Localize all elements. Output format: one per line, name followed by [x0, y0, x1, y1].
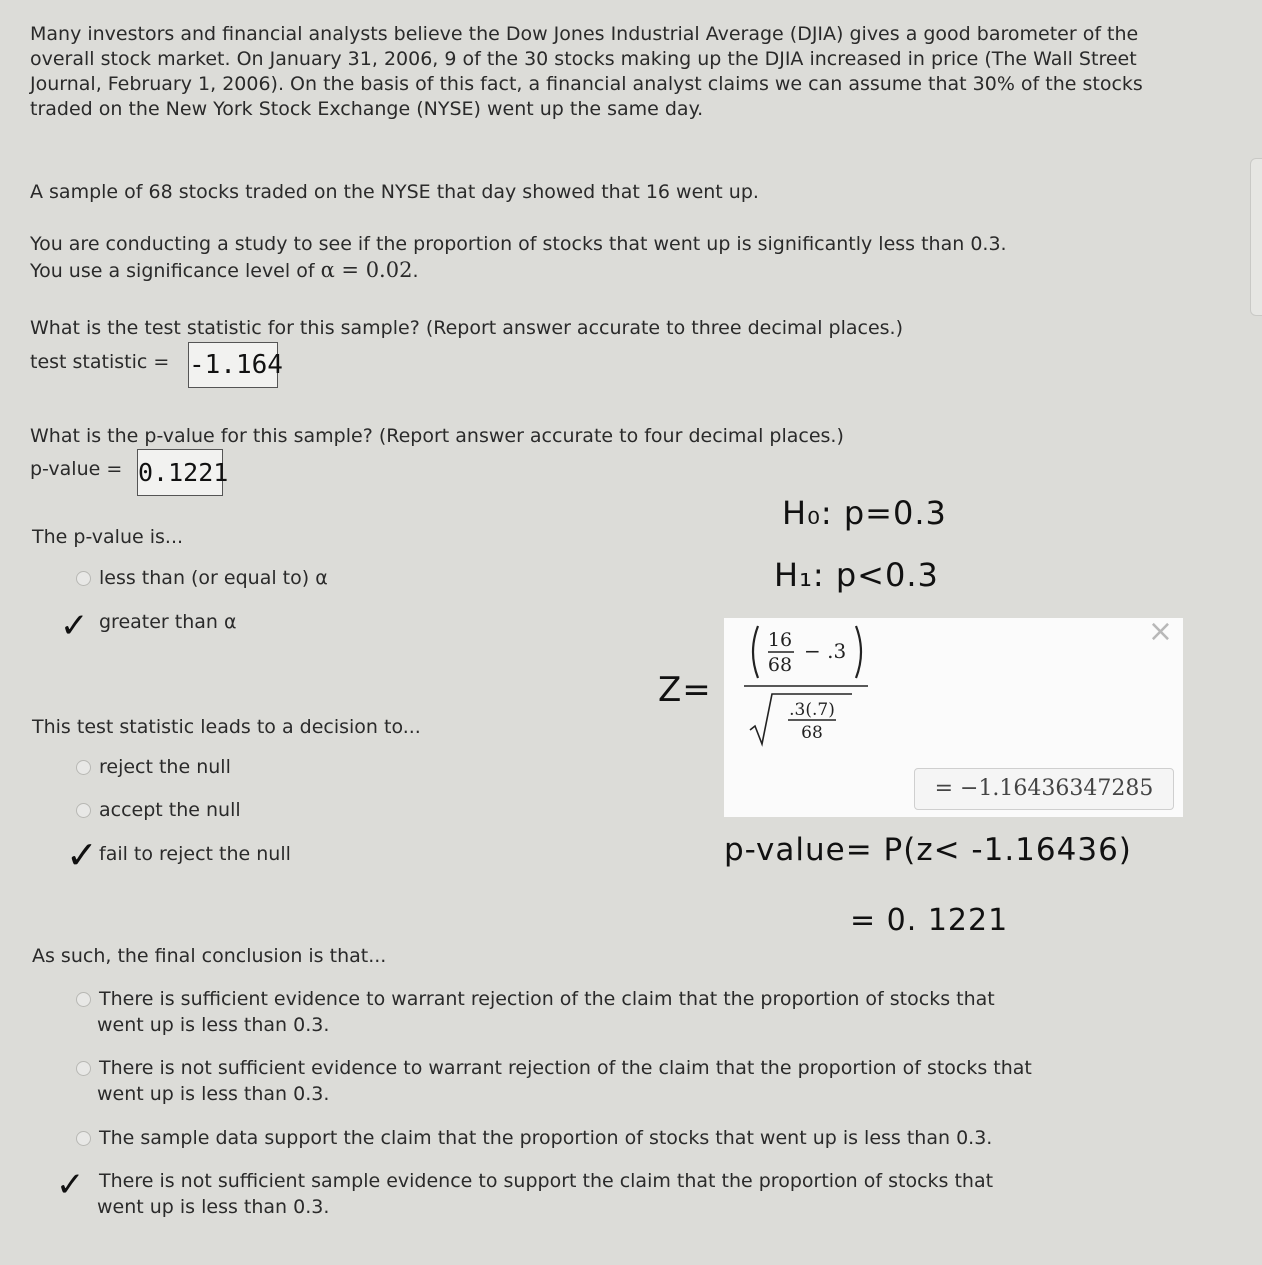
radio-conclusion-1[interactable]: [76, 992, 91, 1007]
check-mark-icon: ✓: [60, 606, 89, 646]
conclusion-option-2-line1: There is not sufficient evidence to warrant rejection of the claim that the proportion of stocks that: [99, 1057, 1032, 1079]
conclusion-option-1[interactable]: [76, 986, 995, 1038]
test-statistic-input[interactable]: -1.164: [188, 342, 278, 388]
option-accept-null-label: accept the null: [99, 799, 241, 821]
p-value-question: What is the p-value for this sample? (Report answer accurate to four decimal places.): [30, 425, 844, 447]
numerator-minus: − .3: [804, 639, 847, 663]
hypothesis-alternative: H₁: p<0.3: [774, 556, 939, 594]
conclusion-option-2[interactable]: [76, 1055, 1032, 1107]
hypothesis-null: H₀: p=0.3: [782, 494, 947, 532]
numerator-right-paren: [856, 626, 861, 678]
denominator-top: .3(.7): [789, 700, 835, 720]
option-accept-null[interactable]: [76, 799, 241, 821]
option-fail-to-reject-null[interactable]: [76, 843, 291, 865]
numerator-fraction-top: 16: [767, 629, 793, 651]
check-mark-icon: ✓: [56, 1165, 85, 1205]
study-line-1: You are conducting a study to see if the proportion of stocks that went up is significantly less than 0.3.: [30, 233, 1007, 255]
check-mark-icon: ✓: [66, 833, 98, 877]
calculator-result: = −1.16436347285: [914, 768, 1174, 810]
option-fail-to-reject-null-label: fail to reject the null: [99, 843, 291, 865]
option-reject-null-label: reject the null: [99, 756, 231, 778]
radio-reject-null[interactable]: [76, 760, 91, 775]
close-icon[interactable]: ×: [1147, 614, 1173, 649]
conclusion-question: As such, the final conclusion is that...: [32, 945, 387, 967]
study-line-2-prefix: You use a significance level of: [30, 260, 315, 282]
conclusion-option-4[interactable]: [76, 1168, 993, 1220]
option-less-than-alpha[interactable]: [76, 567, 328, 589]
study-line-2-suffix: .: [412, 260, 419, 282]
z-label: Z=: [658, 670, 712, 710]
conclusion-option-3[interactable]: [76, 1125, 992, 1151]
option-less-than-alpha-label: less than (or equal to) α: [99, 567, 328, 589]
option-reject-null[interactable]: [76, 756, 231, 778]
z-formula: [738, 620, 918, 760]
p-value-input[interactable]: 0.1221: [137, 449, 223, 496]
p-value-result: = 0. 1221: [850, 903, 1009, 938]
numerator-fraction-bottom: 68: [767, 654, 793, 676]
conclusion-option-1-line2: went up is less than 0.3.: [97, 1014, 330, 1036]
study-line-2: [30, 257, 419, 284]
radio-conclusion-2[interactable]: [76, 1061, 91, 1076]
calculator-panel: [724, 614, 1183, 817]
p-value-label: p-value =: [30, 458, 123, 480]
radio-accept-null[interactable]: [76, 803, 91, 818]
option-greater-than-alpha[interactable]: [76, 611, 237, 633]
p-value-formula: p-value= P(z< -1.16436): [724, 832, 1132, 868]
problem-intro: Many investors and financial analysts believe the Dow Jones Industrial Average (DJIA) gives a good barometer of the overall stock market. On January 31, 2006, 9 of the 30 stocks making up the DJIA increased in price (The Wall Street Journal, February 1, 2006). On the basis of this fact, a financial analyst claims we can assume that 30% of the stocks traded on the New York Stock Exchange (NYSE) went up the same day.: [30, 23, 1143, 120]
radio-less-than-alpha[interactable]: [76, 571, 91, 586]
side-scroll-tab[interactable]: [1250, 158, 1262, 316]
alpha-expression: α = 0.02: [320, 258, 413, 282]
radio-conclusion-3[interactable]: [76, 1131, 91, 1146]
test-statistic-label: test statistic =: [30, 351, 170, 373]
numerator-left-paren: [753, 626, 758, 678]
conclusion-option-4-line1: There is not sufficient sample evidence to support the claim that the proportion of stocks that: [99, 1170, 994, 1192]
conclusion-option-1-line1: There is sufficient evidence to warrant rejection of the claim that the proportion of stocks that: [99, 988, 995, 1010]
conclusion-option-4-line2: went up is less than 0.3.: [97, 1196, 330, 1218]
decision-question: This test statistic leads to a decision to...: [32, 716, 421, 738]
conclusion-option-2-line2: went up is less than 0.3.: [97, 1083, 330, 1105]
option-greater-than-alpha-label: greater than α: [99, 611, 237, 633]
denominator-bottom: 68: [801, 723, 823, 743]
problem-sample: A sample of 68 stocks traded on the NYSE that day showed that 16 went up.: [30, 181, 759, 203]
test-statistic-question: What is the test statistic for this sample? (Report answer accurate to three decimal places.): [30, 317, 903, 339]
conclusion-option-3-line1: The sample data support the claim that the proportion of stocks that went up is less than 0.3.: [99, 1127, 993, 1149]
pvalue-compare-question: The p-value is...: [32, 526, 184, 548]
